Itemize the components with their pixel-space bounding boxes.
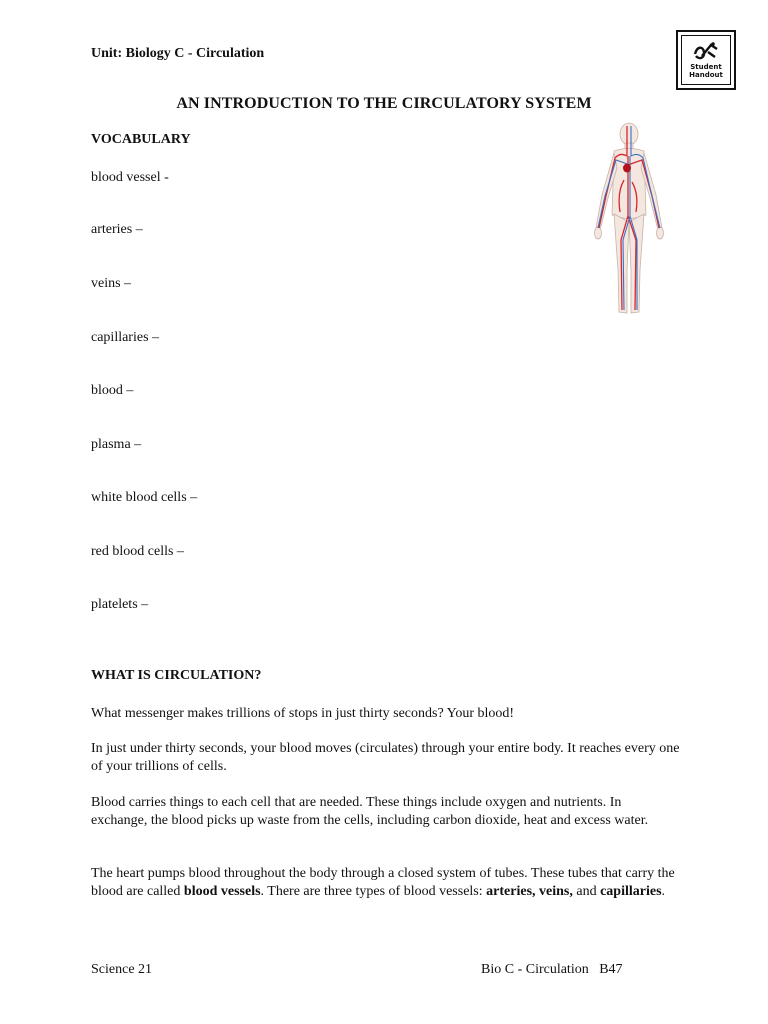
student-handout-badge [676,30,736,90]
term-arteries-veins: arteries, veins, [486,884,573,899]
vocab-term-blood: blood – [91,383,134,398]
circulatory-system-figure [584,120,674,322]
heart-shape [623,164,631,173]
term-capillaries: capillaries [600,884,662,899]
paragraph-messenger: What messenger makes trillions of stops in just thirty seconds? Your blood! [91,706,515,721]
p4-text-2: . There are three types of blood vessels: [260,884,487,899]
badge-frame [681,35,731,85]
badge-text: Student Handout [689,63,723,79]
handout-logo-icon [691,40,721,62]
section-heading-what-is-circulation: WHAT IS CIRCULATION? [91,668,262,683]
vocab-term-platelets: platelets – [91,597,149,612]
paragraph-heart-pumps [91,865,681,901]
unit-label: Unit: Biology C - Circulation [91,46,265,61]
vocab-term-plasma: plasma – [91,437,142,452]
paragraph-blood-carries: Blood carries things to each cell that are needed. These things include oxygen and nutrients. In exchange, the blood picks up waste from the cells, including carbon dioxide, heat and excess water. [91,795,649,828]
page-title: AN INTRODUCTION TO THE CIRCULATORY SYSTEM [176,95,592,112]
p4-text-4: . [661,884,666,899]
footer-left: Science 21 [91,962,153,977]
vocab-term-veins: veins – [91,276,132,291]
footer-right: Bio C - Circulation B47 [481,962,623,977]
vocab-term-blood-vessel: blood vessel - [91,170,169,185]
vocab-term-red-blood-cells: red blood cells – [91,544,184,559]
vocab-term-white-blood-cells: white blood cells – [91,490,198,505]
paragraph-circulates: In just under thirty seconds, your blood moves (circulates) through your entire body. It reaches every one of your trillions of cells. [91,741,680,774]
p4-text-1: The heart pumps blood throughout the body through a closed system of tubes. These tubes that carry the blood are called [91,866,675,899]
term-blood-vessels: blood vessels [183,884,261,899]
vocab-term-arteries: arteries – [91,222,143,237]
vocab-term-capillaries: capillaries – [91,330,160,345]
p4-text-3: and [572,884,601,899]
vocabulary-heading: VOCABULARY [91,132,191,147]
